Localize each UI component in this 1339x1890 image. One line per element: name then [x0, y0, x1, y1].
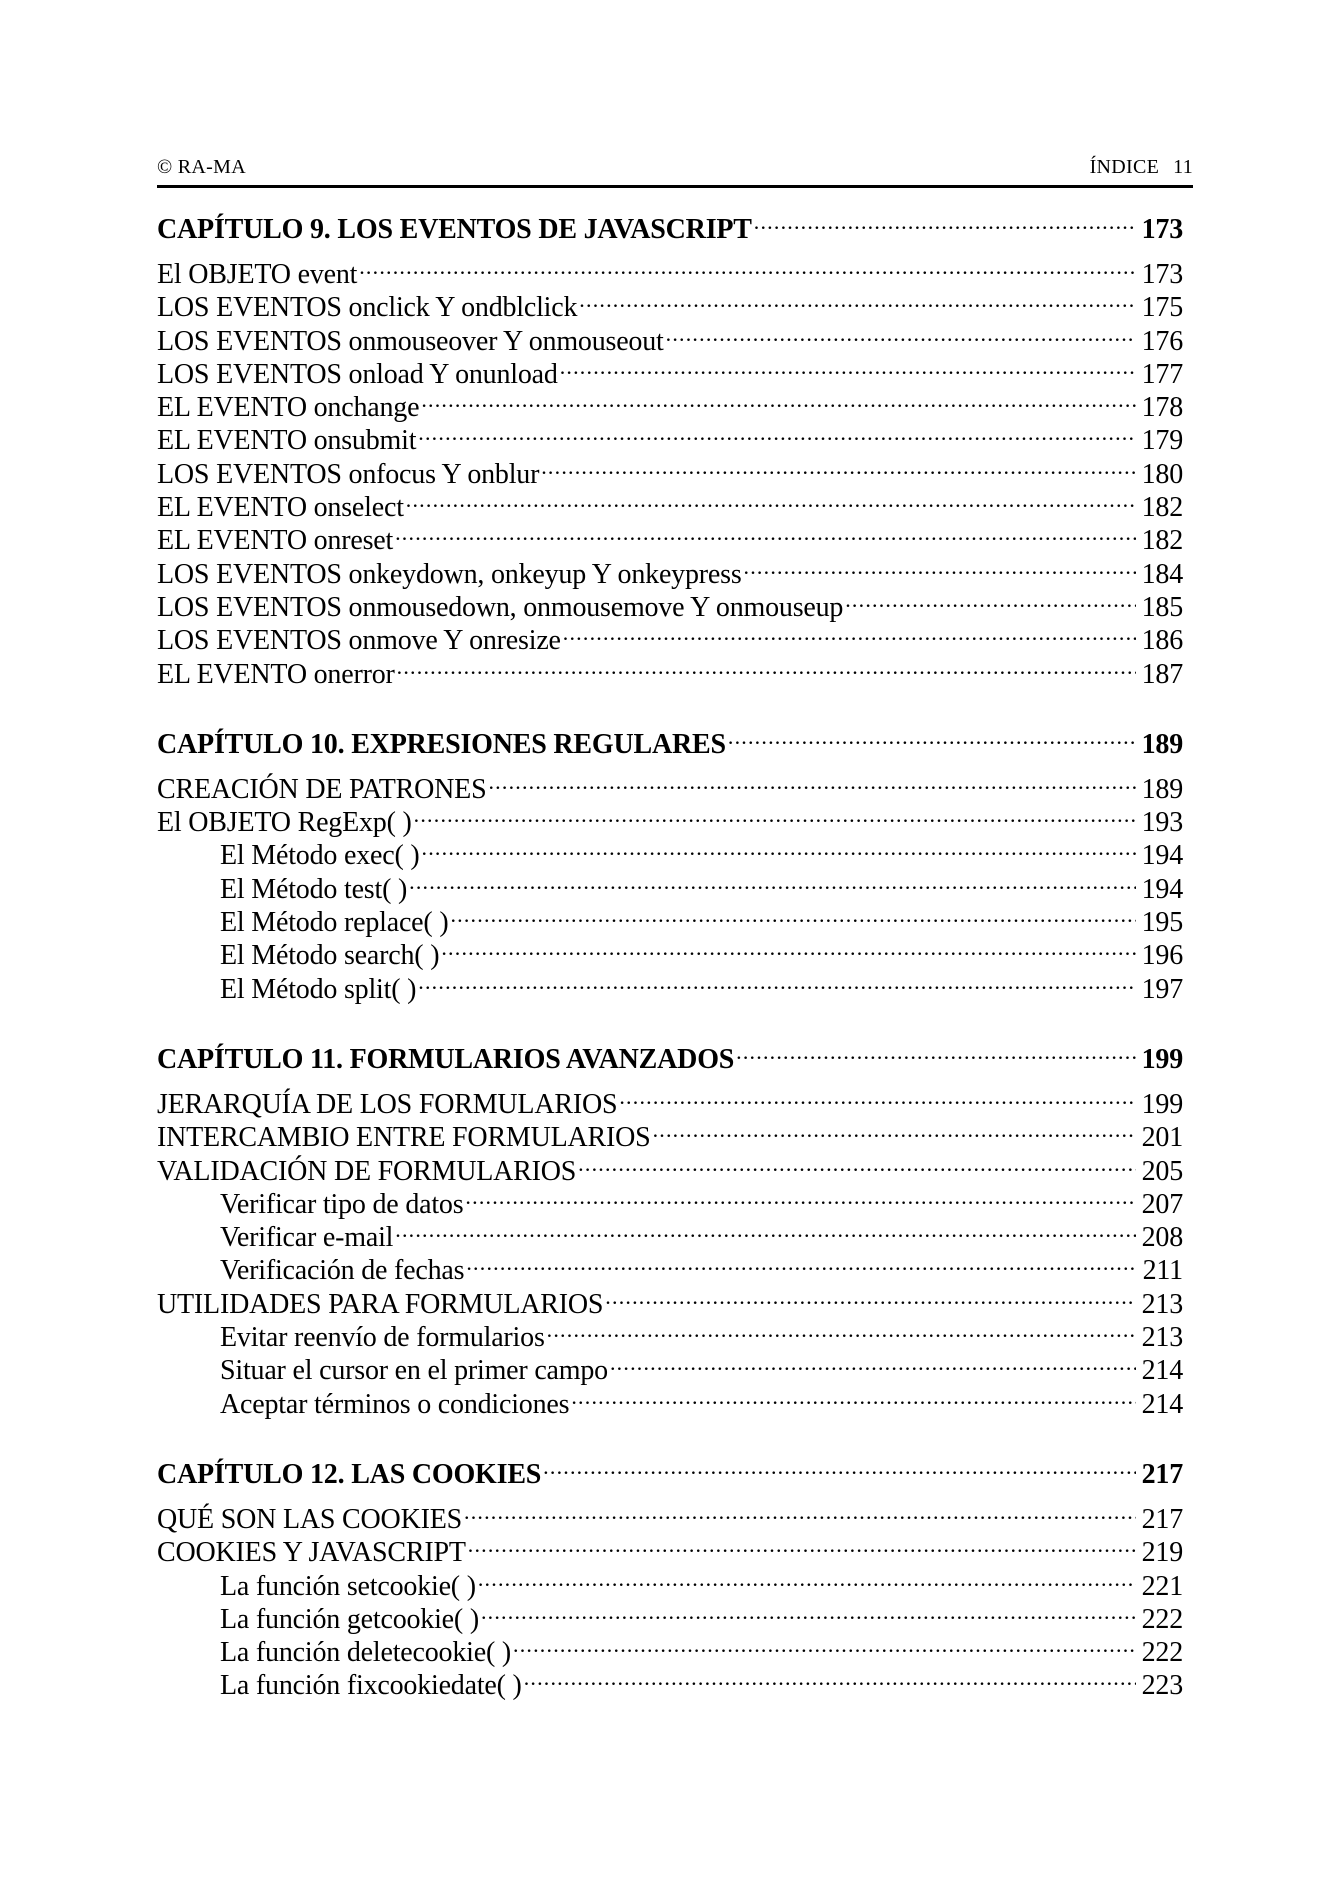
- publisher-mark: © RA-MA: [157, 156, 246, 178]
- dot-leader: [395, 1213, 1135, 1246]
- chapter-page: 173: [1141, 214, 1183, 245]
- entry-title: La función deletecookie( ): [220, 1637, 511, 1669]
- dot-leader: [728, 720, 1136, 753]
- entry-title: EL EVENTO onselect: [157, 492, 404, 524]
- entry-title: El Método split( ): [220, 973, 417, 1005]
- entry-page: 185: [1141, 591, 1183, 623]
- entry-title: El OBJETO event: [157, 259, 358, 290]
- entry-title: Verificar e-mail: [220, 1222, 394, 1254]
- entry-page: 180: [1141, 458, 1183, 490]
- entry-title: La función fixcookiedate( ): [220, 1670, 522, 1702]
- toc-entry[interactable]: [157, 765, 1183, 805]
- dot-leader: [666, 317, 1136, 350]
- entry-title: EL EVENTO onerror: [157, 658, 395, 690]
- entry-page: 222: [1141, 1603, 1183, 1635]
- chapter-heading[interactable]: [157, 1035, 1183, 1075]
- entry-title: El Método test( ): [220, 873, 408, 905]
- entry-title: UTILIDADES PARA FORMULARIOS: [157, 1288, 604, 1320]
- dot-leader: [422, 831, 1136, 864]
- dot-leader: [421, 383, 1135, 416]
- entry-title: COOKIES Y JAVASCRIPT: [157, 1537, 466, 1569]
- entry-page: 173: [1141, 259, 1183, 290]
- entry-page: 213: [1141, 1288, 1183, 1320]
- dot-leader: [464, 1495, 1136, 1528]
- chapter-heading[interactable]: [157, 1450, 1183, 1490]
- entry-page: 205: [1141, 1155, 1183, 1187]
- entry-title: Situar el cursor en el primer campo: [220, 1355, 608, 1387]
- entry-page: 175: [1141, 292, 1183, 324]
- entry-page: 208: [1141, 1222, 1183, 1254]
- dot-leader: [610, 1346, 1136, 1379]
- entry-page: 222: [1141, 1637, 1183, 1669]
- entry-page: 211: [1142, 1255, 1183, 1287]
- entry-page: 182: [1141, 492, 1183, 524]
- dot-leader: [578, 1147, 1135, 1180]
- dot-leader: [605, 1280, 1135, 1313]
- entry-page: 182: [1141, 525, 1183, 557]
- entry-page: 217: [1141, 1503, 1183, 1535]
- entry-title: El OBJETO RegExp( ): [157, 807, 412, 839]
- dot-leader: [466, 1246, 1136, 1279]
- entry-title: Evitar reenvío de formularios: [220, 1322, 545, 1354]
- entry-page: 195: [1141, 907, 1183, 939]
- entry-page: 207: [1141, 1188, 1183, 1220]
- chapter-title: CAPÍTULO 11. FORMULARIOS AVANZADOS: [157, 1043, 735, 1075]
- entry-title: CREACIÓN DE PATRONES: [157, 773, 487, 805]
- chapter-section: [157, 205, 1183, 690]
- toc-entry[interactable]: [157, 1080, 1183, 1120]
- dot-leader: [395, 516, 1136, 549]
- entry-page: 214: [1141, 1355, 1183, 1387]
- dot-leader: [571, 1380, 1135, 1413]
- entry-page: 201: [1141, 1122, 1183, 1154]
- entry-title: LOS EVENTOS onclick Y ondblclick: [157, 292, 578, 324]
- chapter-title: CAPÍTULO 10. EXPRESIONES REGULARES: [157, 728, 726, 760]
- dot-leader: [450, 898, 1135, 931]
- entry-page: 177: [1141, 358, 1183, 390]
- chapter-title: CAPÍTULO 9. LOS EVENTOS DE JAVASCRIPT: [157, 214, 752, 245]
- dot-leader: [406, 483, 1136, 516]
- entry-title: EL EVENTO onsubmit: [157, 425, 417, 457]
- entry-page: 219: [1141, 1537, 1183, 1569]
- dot-leader: [359, 250, 1135, 283]
- entry-title: El Método exec( ): [220, 840, 420, 872]
- entry-title: VALIDACIÓN DE FORMULARIOS: [157, 1155, 577, 1187]
- entry-title: El Método replace( ): [220, 907, 449, 939]
- dot-leader: [653, 1113, 1136, 1146]
- entry-title: La función getcookie( ): [220, 1603, 479, 1635]
- index-label: ÍNDICE: [1089, 156, 1160, 178]
- table-of-contents: [157, 205, 1183, 1702]
- entry-page: 194: [1141, 873, 1183, 905]
- dot-leader: [397, 650, 1136, 683]
- entry-title: Verificar tipo de datos: [220, 1188, 464, 1220]
- entry-title: INTERCAMBIO ENTRE FORMULARIOS: [157, 1122, 651, 1154]
- page-number: 11: [1173, 156, 1193, 178]
- entry-page: 178: [1141, 392, 1183, 424]
- entry-title: El Método search( ): [220, 940, 440, 972]
- entry-title: LOS EVENTOS onfocus Y onblur: [157, 458, 540, 490]
- chapter-section: [157, 1035, 1183, 1420]
- chapter-section: [157, 1450, 1183, 1702]
- entry-title: QUÉ SON LAS COOKIES: [157, 1503, 462, 1535]
- entry-title: EL EVENTO onreset: [157, 525, 394, 557]
- dot-leader: [560, 350, 1136, 383]
- entry-page: 186: [1141, 625, 1183, 657]
- entry-page: 214: [1141, 1388, 1183, 1420]
- entry-page: 213: [1141, 1322, 1183, 1354]
- entry-title: LOS EVENTOS onload Y onunload: [157, 358, 558, 390]
- chapter-heading[interactable]: [157, 720, 1183, 760]
- chapter-page: 217: [1141, 1458, 1183, 1490]
- entry-title: Aceptar términos o condiciones: [220, 1388, 570, 1420]
- entry-page: 196: [1141, 940, 1183, 972]
- entry-page: 189: [1141, 773, 1183, 805]
- dot-leader: [418, 965, 1135, 998]
- entry-title: JERARQUÍA DE LOS FORMULARIOS: [157, 1088, 618, 1120]
- dot-leader: [845, 583, 1135, 616]
- dot-leader: [513, 1628, 1136, 1661]
- dot-leader: [524, 1661, 1136, 1694]
- entry-title: LOS EVENTOS onmouseover Y onmouseout: [157, 325, 664, 357]
- running-header: [157, 155, 1193, 188]
- entry-title: Verificación de fechas: [220, 1255, 465, 1287]
- entry-page: 194: [1141, 840, 1183, 872]
- toc-entry[interactable]: [157, 1495, 1183, 1535]
- dot-leader: [563, 616, 1136, 649]
- chapter-heading[interactable]: [157, 205, 1183, 245]
- entry-title: EL EVENTO onchange: [157, 392, 420, 424]
- entry-page: 179: [1141, 425, 1183, 457]
- chapter-page: 199: [1141, 1043, 1183, 1075]
- dot-leader: [579, 283, 1135, 316]
- dot-leader: [488, 765, 1135, 798]
- dot-leader: [541, 450, 1135, 483]
- entry-page: 184: [1141, 558, 1183, 590]
- entry-title: LOS EVENTOS onmousedown, onmousemove Y onmouseup: [157, 591, 844, 623]
- entry-title: La función setcookie( ): [220, 1570, 476, 1602]
- dot-leader: [468, 1528, 1136, 1561]
- dot-leader: [744, 550, 1136, 583]
- entry-page: 199: [1141, 1088, 1183, 1120]
- dot-leader: [441, 931, 1135, 964]
- entry-title: LOS EVENTOS onkeydown, onkeyup Y onkeypress: [157, 558, 742, 590]
- chapter-title: CAPÍTULO 12. LAS COOKIES: [157, 1458, 542, 1490]
- dot-leader: [736, 1035, 1135, 1068]
- section-title: [1090, 156, 1193, 179]
- entry-page: 187: [1141, 658, 1183, 690]
- entry-page: 197: [1141, 973, 1183, 1005]
- dot-leader: [619, 1080, 1135, 1113]
- dot-leader: [754, 205, 1136, 238]
- dot-leader: [414, 798, 1136, 831]
- dot-leader: [418, 416, 1135, 449]
- dot-leader: [465, 1180, 1135, 1213]
- dot-leader: [478, 1562, 1136, 1595]
- entry-page: 223: [1141, 1670, 1183, 1702]
- dot-leader: [543, 1450, 1135, 1483]
- chapter-page: 189: [1141, 728, 1183, 760]
- entry-page: 221: [1141, 1570, 1183, 1602]
- entry-page: 193: [1141, 807, 1183, 839]
- chapter-section: [157, 720, 1183, 1005]
- dot-leader: [547, 1313, 1136, 1346]
- toc-entry[interactable]: [157, 250, 1183, 290]
- dot-leader: [481, 1595, 1136, 1628]
- entry-title: LOS EVENTOS onmove Y onresize: [157, 625, 561, 657]
- entry-page: 176: [1141, 325, 1183, 357]
- dot-leader: [409, 865, 1135, 898]
